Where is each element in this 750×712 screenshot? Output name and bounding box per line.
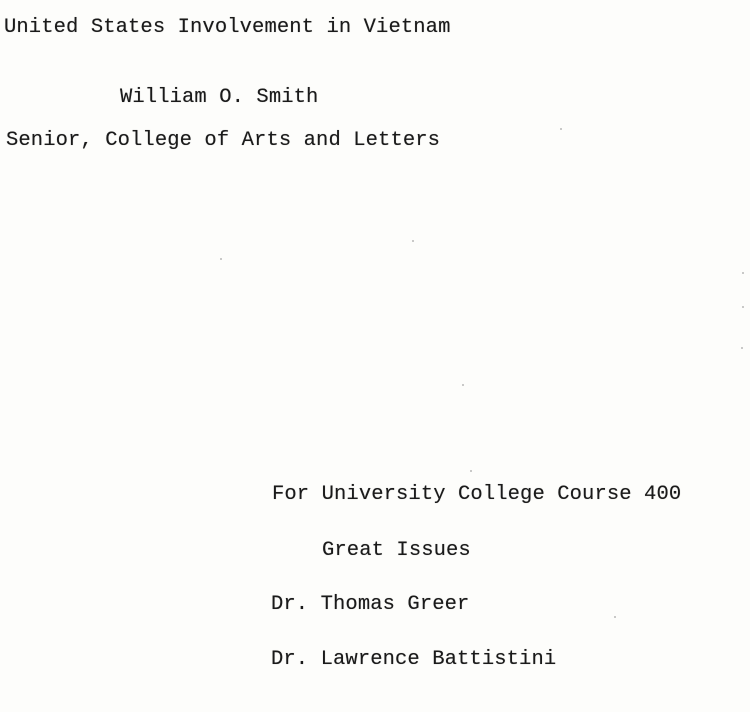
scan-speck [614,616,616,618]
scan-speck [741,347,743,349]
scan-speck [560,128,562,130]
instructor-name: Dr. Lawrence Battistini [271,648,557,671]
scan-speck [462,384,464,386]
scan-speck [742,272,744,274]
scan-speck [742,306,744,308]
scan-speck [470,470,472,472]
scan-speck [412,240,414,242]
course-topic: Great Issues [322,539,471,562]
scan-speck [220,258,222,260]
course-line: For University College Course 400 [272,483,682,506]
author-affiliation: Senior, College of Arts and Letters [6,129,441,152]
paper-title: United States Involvement in Vietnam [4,16,451,39]
author-name: William O. Smith [120,86,319,109]
instructor-name: Dr. Thomas Greer [271,593,470,616]
